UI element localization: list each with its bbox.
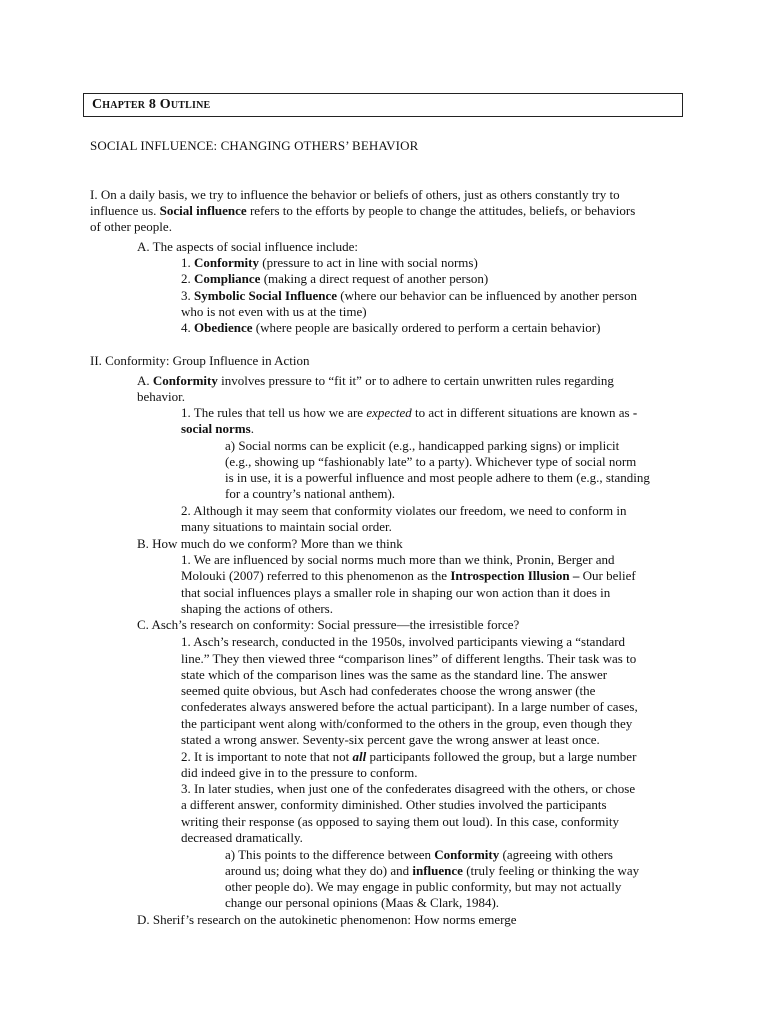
outline-line xyxy=(137,536,403,552)
outline-text: B. How much do we conform? More than we think xyxy=(137,536,403,551)
outline-line xyxy=(181,271,488,287)
outline-line xyxy=(137,617,519,633)
outline-line xyxy=(181,716,632,732)
outline-line xyxy=(225,454,636,470)
outline-text: A. The aspects of social influence include: xyxy=(137,239,359,254)
section-heading: SOCIAL INFLUENCE: CHANGING OTHERS’ BEHAVIOR xyxy=(90,138,419,153)
outline-line xyxy=(90,187,620,203)
outline-text: 2. It is important to note that not xyxy=(181,749,353,764)
outline-text: 3. In later studies, when just one of the confederates disagreed with the others, or chose xyxy=(181,781,636,796)
outline-line xyxy=(181,732,600,748)
outline-text: 1. We are influenced by social norms much more than we think, Pronin, Berger and xyxy=(181,552,615,567)
outline-text: change our personal opinions (Maas & Clark, 1984). xyxy=(225,895,500,910)
outline-line xyxy=(225,486,395,502)
chapter-title-box xyxy=(83,93,683,117)
emphasis-text: Conformity xyxy=(194,255,259,270)
emphasis-text: Conformity xyxy=(152,373,218,388)
emphasis-text: Symbolic Social Influence xyxy=(194,288,338,303)
outline-text: C. Asch’s research on conformity: Social pressure—the irresistible force? xyxy=(137,617,520,632)
outline-line xyxy=(181,585,610,601)
outline-text: a) This points to the difference between xyxy=(225,847,435,862)
outline-text: state which of the comparison lines was the same as the standard line. The answer xyxy=(181,667,608,682)
emphasis-text: Conformity xyxy=(434,847,500,862)
outline-text: (truly feeling or thinking the way xyxy=(462,863,640,878)
outline-line xyxy=(181,651,636,667)
emphasis-text: Obedience xyxy=(194,320,253,335)
emphasis-text: social norms xyxy=(181,421,251,436)
outline-line xyxy=(181,405,637,421)
emphasis-text: expected xyxy=(366,405,412,420)
outline-line xyxy=(225,438,619,454)
outline-line xyxy=(181,781,635,797)
outline-text: I. On a daily basis, we try to influence the behavior or beliefs of others, just as others constantly try to xyxy=(90,187,620,202)
outline-line xyxy=(90,353,310,369)
emphasis-text: Compliance xyxy=(194,271,261,286)
outline-text: involves pressure to “fit it” or to adhere to certain unwritten rules regarding xyxy=(217,373,614,388)
outline-line xyxy=(181,519,392,535)
outline-line xyxy=(181,699,638,715)
outline-line xyxy=(181,552,615,568)
outline-line xyxy=(137,389,185,405)
outline-text: . xyxy=(250,421,254,436)
outline-text: a different answer, conformity diminished. Other studies involved the participants xyxy=(181,797,607,812)
outline-text: seemed quite obvious, but Asch had confederates choose the wrong answer (the xyxy=(181,683,596,698)
outline-line xyxy=(90,219,172,235)
outline-text: a) Social norms can be explicit (e.g., handicapped parking signs) or implicit xyxy=(225,438,620,453)
outline-text: (where our behavior can be influenced by another person xyxy=(337,288,637,303)
outline-line xyxy=(181,288,637,304)
outline-line xyxy=(225,863,639,879)
outline-text: 1. Asch’s research, conducted in the 1950s, involved participants viewing a “standard xyxy=(181,634,626,649)
outline-text: the participant went along with/conformed to the others in the group, even though they xyxy=(181,716,633,731)
outline-line xyxy=(181,749,636,765)
outline-line xyxy=(181,683,595,699)
outline-text: participants followed the group, but a large number xyxy=(366,749,637,764)
chapter-title xyxy=(92,97,210,113)
outline-text: 2. xyxy=(181,271,194,286)
outline-text: 1. xyxy=(181,255,194,270)
outline-line xyxy=(181,765,417,781)
outline-text: of other people. xyxy=(90,219,172,234)
outline-text: for a country’s national anthem). xyxy=(225,486,396,501)
outline-text: A. xyxy=(137,373,153,388)
emphasis-text: Social influence xyxy=(159,203,247,218)
outline-text: writing their response (as opposed to saying them out loud). In this case, conformity xyxy=(181,814,619,829)
outline-line xyxy=(137,912,517,928)
outline-text: (agreeing with others xyxy=(499,847,613,862)
outline-text: confederates always answered before the actual participant). In a large number of cases, xyxy=(181,699,638,714)
emphasis-text: - xyxy=(632,405,638,420)
outline-text: D. Sherif’s research on the autokinetic phenomenon: How norms emerge xyxy=(137,912,517,927)
outline-line xyxy=(225,895,499,911)
outline-text: to act in different situations are known as xyxy=(411,405,633,420)
outline-line xyxy=(181,814,619,830)
outline-line xyxy=(137,373,614,389)
outline-text: many situations to maintain social order. xyxy=(181,519,392,534)
outline-text: (e.g., showing up “fashionably late” to a party). Whichever type of social norm xyxy=(225,454,637,469)
outline-text: (making a direct request of another person) xyxy=(260,271,489,286)
outline-text: 2. Although it may seem that conformity violates our freedom, we need to conform in xyxy=(181,503,627,518)
emphasis-text: Introspection Illusion – xyxy=(450,568,580,583)
outline-line xyxy=(181,320,600,336)
outline-text: behavior. xyxy=(137,389,186,404)
emphasis-text: influence xyxy=(412,863,463,878)
outline-line xyxy=(225,470,650,486)
outline-line xyxy=(181,601,333,617)
outline-text: 1. The rules that tell us how we are xyxy=(181,405,367,420)
outline-text: shaping the actions of others. xyxy=(181,601,333,616)
outline-line xyxy=(181,634,625,650)
outline-line xyxy=(181,304,367,320)
outline-text: line.” They then viewed three “comparison lines” of different lengths. Their task was to xyxy=(181,651,637,666)
outline-text: Molouki (2007) referred to this phenomenon as the xyxy=(181,568,451,583)
outline-line xyxy=(181,830,303,846)
outline-text: who is not even with us at the time) xyxy=(181,304,367,319)
outline-line xyxy=(225,847,613,863)
outline-text: II. Conformity: Group Influence in Action xyxy=(90,353,310,368)
outline-text: 4. xyxy=(181,320,194,335)
outline-text: is in use, it is a powerful influence and most people adhere to them (e.g., standing xyxy=(225,470,650,485)
outline-text: stated a wrong answer. Seventy-six percent gave the wrong answer at least once. xyxy=(181,732,600,747)
emphasis-text: all xyxy=(352,749,367,764)
outline-line xyxy=(181,503,627,519)
outline-line xyxy=(181,421,254,437)
outline-text: Our belief xyxy=(579,568,636,583)
outline-text: decreased dramatically. xyxy=(181,830,303,845)
outline-line xyxy=(90,203,635,219)
outline-text: 3. xyxy=(181,288,194,303)
outline-text: around us; doing what they do) and xyxy=(225,863,413,878)
outline-line xyxy=(181,667,607,683)
outline-text: (pressure to act in line with social norms) xyxy=(259,255,478,270)
outline-text: that social influences plays a smaller role in shaping our won action than it does in xyxy=(181,585,611,600)
outline-line xyxy=(181,255,478,271)
outline-text: (where people are basically ordered to perform a certain behavior) xyxy=(252,320,601,335)
outline-line xyxy=(181,568,636,584)
outline-text: did indeed give in to the pressure to conform. xyxy=(181,765,418,780)
outline-text: other people do). We may engage in public conformity, but may not actually xyxy=(225,879,622,894)
outline-line xyxy=(137,239,358,255)
outline-line xyxy=(181,797,607,813)
chapter-title-text: Chapter 8 Outline xyxy=(92,97,211,112)
outline-text: influence us. xyxy=(90,203,160,218)
outline-text: refers to the efforts by people to change the attitudes, beliefs, or behaviors xyxy=(246,203,636,218)
outline-line xyxy=(225,879,621,895)
